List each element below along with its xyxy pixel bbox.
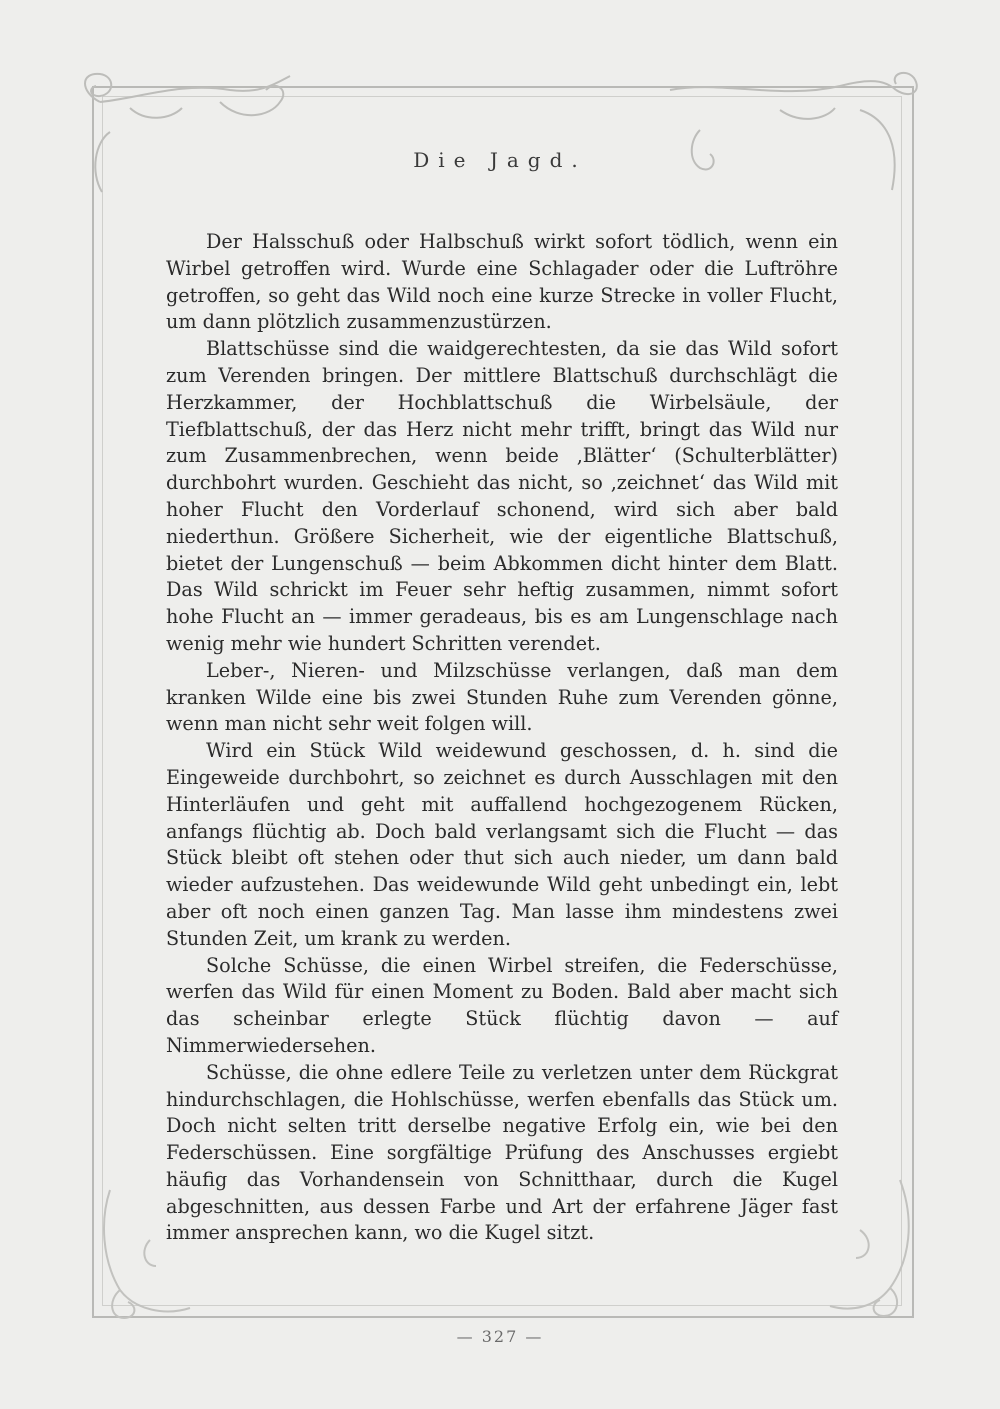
paragraph-liver-kidney-shots: Leber-, Nieren- und Milzschüsse verlangen, daß man dem kranken Wilde eine bis zwei Stunden Ruhe zum Verenden gönne, wenn man nicht sehr weit folgen will.	[166, 658, 838, 736]
body-text	[166, 229, 838, 1247]
paragraph-neck-shot: Der Halsschuß oder Halbschuß wirkt sofort tödlich, wenn ein Wirbel getroffen wird. Wurde eine Schlagader oder die Luftröhre getroffen, so geht das Wild noch eine kurze Strecke in voller Flucht, um dann plötzlich zusammenzustürzen.	[166, 230, 838, 334]
top-left-ornament-icon	[70, 62, 300, 202]
paragraph-feather-shots: Solche Schüsse, die einen Wirbel streifen, die Federschüsse, werfen das Wild für einen Moment zu Boden. Bald aber macht sich das scheinbar erlegte Stück flüchtig davon — auf Nimmerwiedersehen.	[166, 953, 838, 1057]
paragraph-hollow-shots: Schüsse, die ohne edlere Teile zu verletzen unter dem Rückgrat hindurchschlagen, die Hohlschüsse, werfen ebenfalls das Stück um. Doch nicht selten tritt derselbe negative Erfolg ein, wie bei den Federschüssen. Eine sorgfältige Prüfung des Anschusses ergiebt häufig das Vorhandensein von Schnitthaar, durch die Kugel abgeschnitten, aus dessen Farbe und Art der erfahrene Jäger fast immer ansprechen kann, wo die Kugel sitzt.	[166, 1060, 838, 1245]
page-title: Die Jagd.	[413, 148, 587, 172]
paragraph-gut-shot: Wird ein Stück Wild weidewund geschossen, d. h. sind die Eingeweide durchbohrt, so zeichnet es durch Ausschlagen mit den Hinterläufen und geht mit auffallend hochgezogenem Rücken, anfangs flüchtig ab. Doch bald verlangsamt sich die Flucht — das Stück bleibt oft stehen oder thut sich auch nieder, um dann bald wieder aufzustehen. Das weidewunde Wild geht unbedingt ein, lebt aber oft noch einen ganzen Tag. Man lasse ihm mindestens zwei Stunden Zeit, um krank zu werden.	[166, 739, 838, 950]
top-right-ornament-icon	[660, 60, 930, 210]
paragraph-shoulder-shots: Blattschüsse sind die waidgerechtesten, da sie das Wild sofort zum Verenden bringen. Der mittlere Blattschuß durchschlägt die Herzkammer, der Hochblattschuß die Wirbelsäule, der Tiefblattschuß, der das Herz nicht mehr trifft, bringt das Wild nur zum Zusammenbrechen, wenn beide ‚Blätter‘ (Schulterblätter) durchbohrt wurden. Geschieht das nicht, so ‚zeichnet‘ das Wild mit hoher Flucht den Vorderlauf schonend, wird sich aber bald niederthun. Größere Sicherheit, wie der eigentliche Blattschuß, bietet der Lungenschuß — beim Abkommen dicht hinter dem Blatt. Das Wild schrickt im Feuer sehr heftig zusammen, nimmt sofort hohe Flucht an — immer geradeaus, bis es am Lungenschlage nach wenig mehr wie hundert Schritten verendet.	[166, 337, 838, 655]
page-number: — 327 —	[456, 1327, 544, 1346]
